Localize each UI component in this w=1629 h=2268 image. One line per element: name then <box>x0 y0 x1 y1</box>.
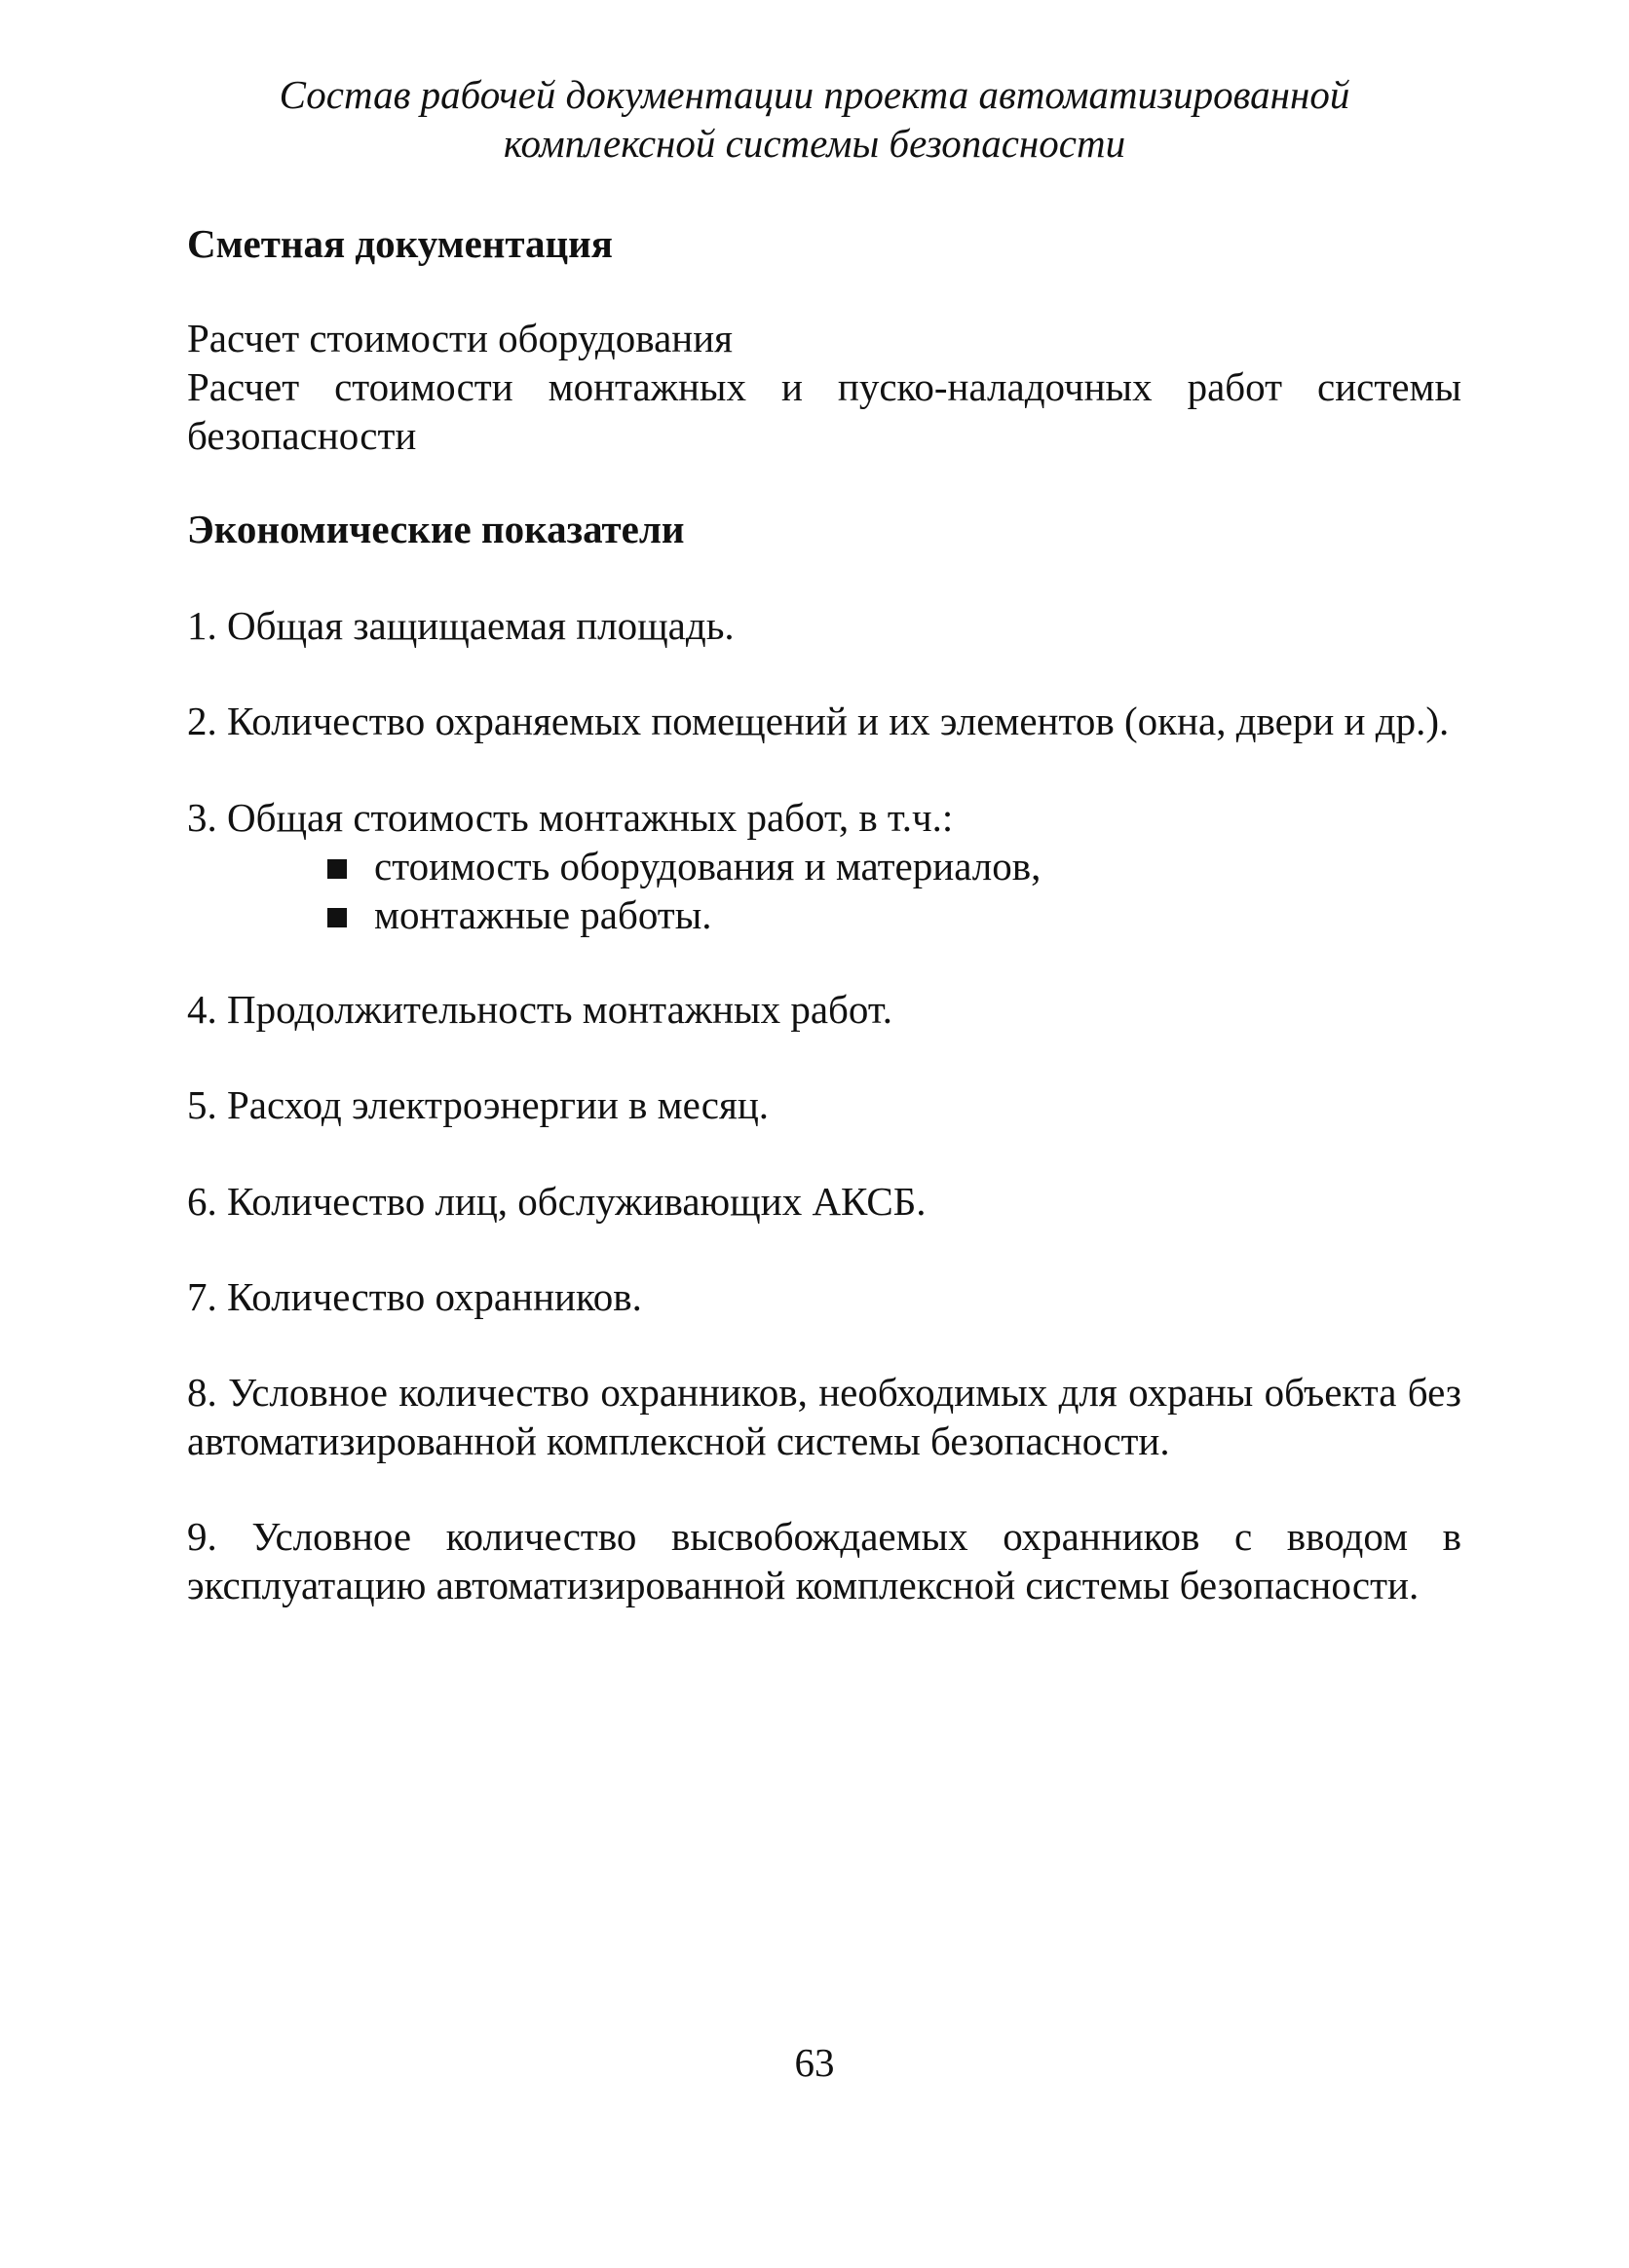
page-number: 63 <box>794 2040 835 2085</box>
indicator-item-7: 7. Количество охранников. <box>187 1274 642 1319</box>
economic-section-heading: Экономические показатели <box>187 507 685 551</box>
indicator-3-sublist <box>327 842 1041 939</box>
estimate-item-1: Расчет стоимости оборудования <box>187 316 734 360</box>
indicator-item-1: 1. Общая защищаемая площадь. <box>187 603 735 648</box>
indicator-item-9: 9. Условное количество высвобождаемых охранников с вводом в эксплуатацию автоматизированной комплексной системы безопасности. <box>187 1514 1461 1607</box>
list-item <box>327 842 1041 890</box>
indicator-item-5: 5. Расход электроэнергии в месяц. <box>187 1082 770 1127</box>
page-header <box>0 70 1629 168</box>
estimate-item-2: Расчет стоимости монтажных и пуско-наладочных работ системы безопасности <box>187 364 1461 458</box>
indicator-item-3: 3. Общая стоимость монтажных работ, в т.ч.: <box>187 795 954 840</box>
indicator-item-2: 2. Количество охраняемых помещений и их элементов (окна, двери и др.). <box>187 699 1450 743</box>
square-bullet-icon <box>327 908 347 927</box>
indicator-item-8: 8. Условное количество охранников, необходимых для охраны объекта без автоматизированной комплексной системы безопасности. <box>187 1370 1461 1463</box>
sublist-item-text: стоимость оборудования и материалов, <box>374 844 1042 888</box>
list-item <box>327 890 1041 939</box>
header-line-2: комплексной системы безопасности <box>503 121 1126 166</box>
sublist-item-text: монтажные работы. <box>374 892 712 937</box>
header-line-1: Состав рабочей документации проекта автоматизированной <box>279 72 1350 117</box>
square-bullet-icon <box>327 859 347 879</box>
indicator-item-4: 4. Продолжительность монтажных работ. <box>187 987 892 1032</box>
indicator-item-6: 6. Количество лиц, обслуживающих АКСБ. <box>187 1179 927 1224</box>
estimate-section-heading: Сметная документация <box>187 221 613 266</box>
